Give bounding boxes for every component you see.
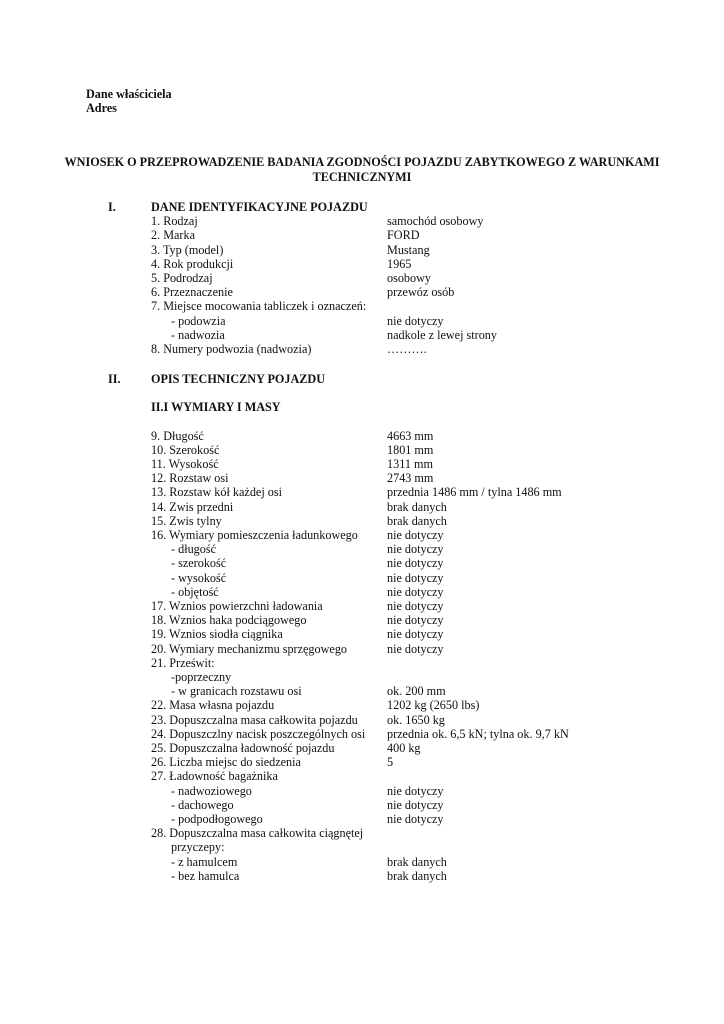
row-label: 2. Marka [151, 228, 195, 242]
row-label: 3. Typ (model) [151, 243, 224, 257]
row-value: brak danych [387, 855, 447, 869]
row-value: nie dotyczy [387, 812, 444, 826]
row-label: 4. Rok produkcji [151, 257, 234, 271]
row-value: nie dotyczy [387, 599, 444, 613]
row-label: 14. Zwis przedni [151, 500, 234, 514]
row-value: przednia 1486 mm / tylna 1486 mm [387, 485, 562, 499]
row-label: 20. Wymiary mechanizmu sprzęgowego [151, 642, 348, 656]
row-label: 15. Zwis tylny [151, 514, 222, 528]
row-label: 16. Wymiary pomieszczenia ładunkowego [151, 528, 358, 542]
row-label: -poprzeczny [171, 670, 232, 684]
row-value: nie dotyczy [387, 556, 444, 570]
row-value: przednia ok. 6,5 kN; tylna ok. 9,7 kN [387, 727, 569, 741]
row-value: przewóz osób [387, 285, 455, 299]
row-value: ok. 1650 kg [387, 713, 445, 727]
row-label: 28. Dopuszczalna masa całkowita ciągnętej [151, 826, 364, 840]
row-value: 4663 mm [387, 429, 434, 443]
row-value: nie dotyczy [387, 585, 444, 599]
row-label: - w granicach rozstawu osi [171, 684, 302, 698]
owner-block [86, 87, 172, 115]
row-label: 5. Podrodzaj [151, 271, 213, 285]
row-value: brak danych [387, 869, 447, 883]
section-1-numeral: I. [108, 200, 116, 214]
row-label: 25. Dopuszczalna ładowność pojazdu [151, 741, 335, 755]
title-line-1: WNIOSEK O PRZEPROWADZENIE BADANIA ZGODNOŚCI POJAZDU ZABYTKOWEGO Z WARUNKAMI [64, 155, 660, 169]
row-label: 26. Liczba miejsc do siedzenia [151, 755, 301, 769]
row-label: - dachowego [171, 798, 234, 812]
document-title [60, 155, 664, 185]
row-label: 11. Wysokość [151, 457, 219, 471]
owner-address: Adres [86, 101, 117, 116]
row-label: 24. Dopuszczlny nacisk poszczególnych osi [151, 727, 366, 741]
section-2-subheading: II.I WYMIARY I MASY [151, 400, 281, 414]
row-value: 1801 mm [387, 443, 434, 457]
row-value: nie dotyczy [387, 542, 444, 556]
row-label: - podpodłogowego [171, 812, 263, 826]
row-label: 10. Szerokość [151, 443, 220, 457]
row-value: osobowy [387, 271, 432, 285]
row-value: 1965 [387, 257, 412, 271]
row-label: - nadwoziowego [171, 784, 252, 798]
row-value: 1311 mm [387, 457, 433, 471]
row-value: nie dotyczy [387, 528, 444, 542]
row-value: 5 [387, 755, 394, 769]
row-label: 17. Wznios powierzchni ładowania [151, 599, 323, 613]
owner-name: Dane właściciela [86, 87, 172, 101]
row-label: - szerokość [171, 556, 227, 570]
row-label: 8. Numery podwozia (nadwozia) [151, 342, 312, 356]
section-1-heading: DANE IDENTYFIKACYJNE POJAZDU [151, 200, 368, 214]
row-value: nadkole z lewej strony [387, 328, 497, 342]
row-label: 19. Wznios siodła ciągnika [151, 627, 283, 641]
row-value: ok. 200 mm [387, 684, 446, 698]
row-label: 23. Dopuszczalna masa całkowita pojazdu [151, 713, 358, 727]
row-value: nie dotyczy [387, 613, 444, 627]
row-label: - bez hamulca [171, 869, 240, 883]
row-value: brak danych [387, 514, 447, 528]
row-value: nie dotyczy [387, 784, 444, 798]
row-value: nie dotyczy [387, 798, 444, 812]
row-label: 1. Rodzaj [151, 214, 198, 228]
row-value: nie dotyczy [387, 314, 444, 328]
row-label: 13. Rozstaw kół każdej osi [151, 485, 282, 499]
section-2-numeral: II. [108, 372, 121, 386]
row-label: 27. Ładowność bagażnika [151, 769, 278, 783]
row-label: - wysokość [171, 571, 227, 585]
row-value: FORD [387, 228, 420, 242]
row-label: 7. Miejsce mocowania tabliczek i oznaczeń: [151, 299, 367, 313]
row-label: 9. Długość [151, 429, 204, 443]
row-label: - długość [171, 542, 217, 556]
row-label: 12. Rozstaw osi [151, 471, 229, 485]
row-value: ………. [387, 342, 427, 356]
row-value: samochód osobowy [387, 214, 484, 228]
row-value: Mustang [387, 243, 430, 257]
title-line-2: TECHNICZNYMI [312, 170, 412, 184]
section-2-heading: OPIS TECHNICZNY POJAZDU [151, 372, 326, 386]
row-value: brak danych [387, 500, 447, 514]
row-value: 1202 kg (2650 lbs) [387, 698, 480, 712]
row-label: 18. Wznios haka podciągowego [151, 613, 307, 627]
row-label: - objętość [171, 585, 219, 599]
row-label: 21. Prześwit: [151, 656, 215, 670]
row-label: - z hamulcem [171, 855, 238, 869]
row-value: nie dotyczy [387, 627, 444, 641]
row-label: 6. Przeznaczenie [151, 285, 233, 299]
row-value: 400 kg [387, 741, 421, 755]
row-value: nie dotyczy [387, 571, 444, 585]
row-value: nie dotyczy [387, 642, 444, 656]
row-label: 22. Masa własna pojazdu [151, 698, 275, 712]
row-label: - podowzia [171, 314, 226, 328]
row-label: - nadwozia [171, 328, 225, 342]
row-label: przyczepy: [171, 840, 225, 854]
row-value: 2743 mm [387, 471, 434, 485]
